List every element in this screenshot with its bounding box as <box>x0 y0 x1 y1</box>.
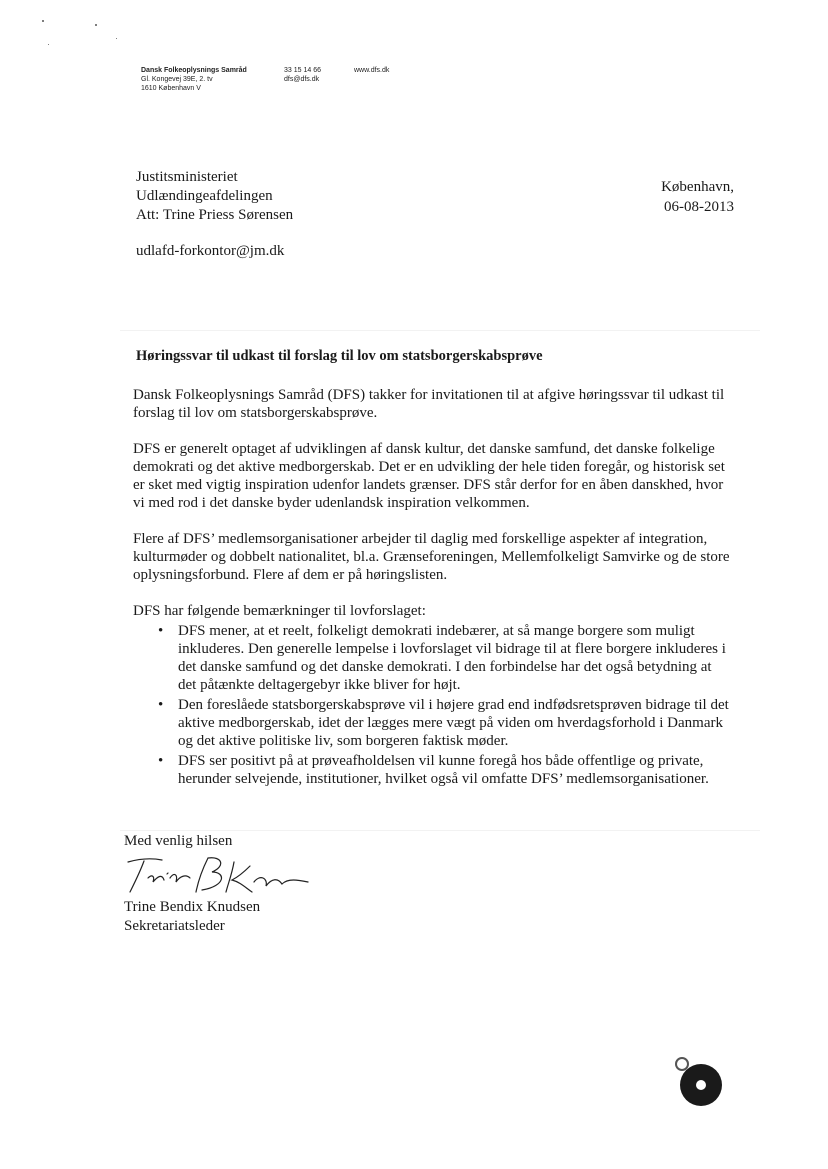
paragraph-remarks-intro: DFS har følgende bemærkninger til lovforslaget: <box>133 603 426 619</box>
closing-salutation: Med venlig hilsen <box>124 833 233 849</box>
recipient-block <box>136 168 293 225</box>
recipient-email: udlafd-forkontor@jm.dk <box>136 243 285 259</box>
list-item: • Den foreslåede statsborgerskabsprøve vil i højere grad end indfødsretsprøven bidrage til det aktive medborgerskab, idet der lægges mere vægt på viden om hverdagsforhold i Danmark og det aktive politiske liv, som borgeren faktisk møder. <box>158 696 733 750</box>
scan-speck <box>95 24 97 26</box>
letterhead-website: www.dfs.dk <box>354 67 390 74</box>
remarks-list <box>133 622 733 788</box>
letterhead-phone: 33 15 14 66 <box>284 67 321 74</box>
signer-name: Trine Bendix Knudsen <box>124 899 261 915</box>
letter-subject: Høringssvar til udkast til forslag til lov om statsborgerskabsprøve <box>136 348 543 364</box>
signer-title: Sekretariatsleder <box>124 918 225 934</box>
letterhead-street: Gl. Kongevej 39E, 2. tv <box>141 76 213 83</box>
recipient-attention: Att: Trine Priess Sørensen <box>136 207 294 223</box>
signer-block <box>124 898 260 936</box>
place-date-block <box>661 177 734 217</box>
letter-place: København, <box>661 179 734 195</box>
letterhead-address <box>141 66 247 93</box>
paragraph-member-orgs: Flere af DFS’ medlemsorganisationer arbejder til daglig med forskellige aspekter af integration, kulturmøder og dobbelt nationalitet, bl.a. Grænseforeningen, Mellemfolkeligt Samvirke og de store oplysningsforbund. Flere af dem er på høringslisten. <box>133 531 730 583</box>
letterhead-contact <box>284 66 321 84</box>
scan-speck <box>116 38 117 39</box>
letterhead-city: 1610 København V <box>141 85 201 92</box>
disc-mark-icon <box>680 1064 722 1106</box>
recipient-department: Udlændingeafdelingen <box>136 188 273 204</box>
letter-body <box>133 386 733 790</box>
list-item: • DFS ser positivt på at prøveafholdelsen vil kunne foregå hos både offentlige og private, herunder selvejende, institutioner, hvilket også vil omfatte DFS’ medlemsorganisationer. <box>158 752 733 788</box>
handwritten-signature <box>122 852 322 898</box>
scan-speck <box>48 44 49 45</box>
list-item: • DFS mener, at et reelt, folkeligt demokrati indebærer, at så mange borgere som muligt inkluderes. Den generelle lempelse i lovforslaget vil bidrage til at flere borgere inkluderes i det danske samfund og det danske demokrati. I den forbindelse har det også betydning at det påtænkte deltagergebyr ikke bliver for højt. <box>158 622 733 694</box>
letter-date: 06-08-2013 <box>664 199 734 215</box>
scan-divider <box>120 830 760 831</box>
letterhead-org-name: Dansk Folkeoplysnings Samråd <box>141 67 247 74</box>
scan-divider <box>120 330 760 331</box>
paragraph-dfs-focus: DFS er generelt optaget af udviklingen af dansk kultur, det danske samfund, det danske folkelige demokrati og det aktive medborgerskab. Det er en udvikling der hele tiden foregår, og historisk set er sket med vigtig inspiration udenfor landets grænser. DFS står derfor for en åben danskhed, hvor vi med rod i det danske byder udenlandsk inspiration velkommen. <box>133 441 725 511</box>
scan-speck <box>42 20 44 22</box>
paragraph-intro-thanks: Dansk Folkeoplysnings Samråd (DFS) takker for invitationen til at afgive høringssvar til udkast til forslag til lov om statsborgerskabsprøve. <box>133 387 725 421</box>
recipient-ministry: Justitsministeriet <box>136 169 238 185</box>
letterhead-email: dfs@dfs.dk <box>284 76 320 83</box>
